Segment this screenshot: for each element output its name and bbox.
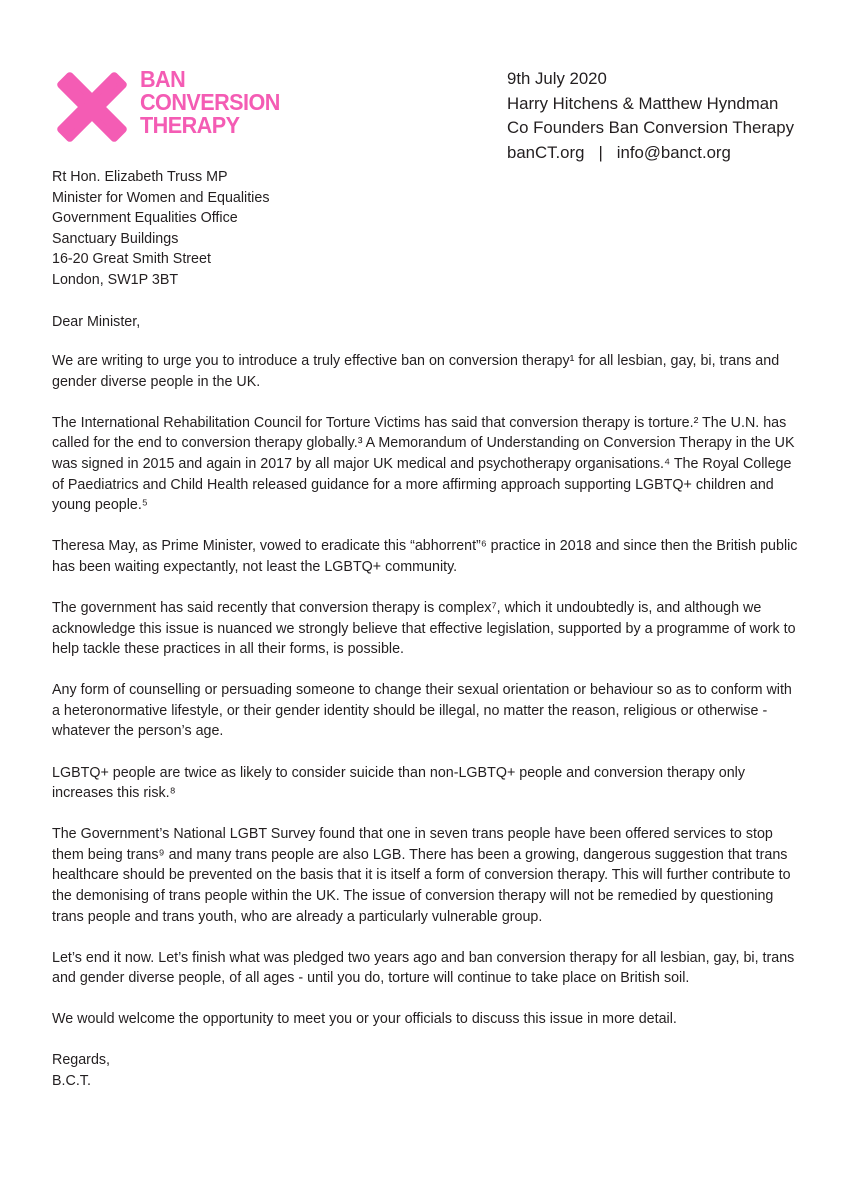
body-paragraph: The Government’s National LGBT Survey found that one in seven trans people have been offered services to stop them being trans⁹ and many trans people are also LGB. There has been a growing, dangerous suggestion that trans healthcare should be prevented on the basis that it is itself a form of conversion therapy. This will further contribute to the demonising of trans people within the UK. The issue of conversion therapy will not be remedied by questioning trans people and trans youth, who are already a particularly vulnerable group.	[52, 826, 791, 925]
sender-role: Co Founders Ban Conversion Therapy	[507, 118, 794, 137]
ban-conversion-therapy-logo	[55, 68, 295, 144]
sender-names: Harry Hitchens & Matthew Hyndman	[507, 93, 779, 113]
logo-line-3: THERAPY	[140, 112, 240, 138]
recipient-line: London, SW1P 3BT	[52, 271, 179, 288]
salutation: Dear Minister,	[52, 314, 141, 330]
sender-website-link[interactable]: banCT.org	[507, 142, 585, 162]
body-paragraph: The International Rehabilitation Council for Torture Victims has said that conversion therapy is torture.² The U.N. has called for the end to conversion therapy globally.³ A Memorandum of Understanding on Conversion Therapy in the UK was signed in 2015 and again in 2017 by all major UK medical and psychotherapy organisations.⁴ The Royal College of Paediatrics and Child Health released guidance for a more affirming approach supporting LGBTQ+ children and young people.⁵	[52, 414, 795, 514]
sender-email-link[interactable]: info@banct.org	[616, 142, 731, 162]
logo-wordmark	[140, 68, 280, 137]
contact-separator: |	[598, 142, 603, 162]
body-paragraph: We are writing to urge you to introduce a truly effective ban on conversion therapy¹ for all lesbian, gay, bi, trans and gender diverse people in the UK.	[52, 353, 780, 390]
body-paragraph: Let’s end it now. Let’s finish what was pledged two years ago and ban conversion therapy for all lesbian, gay, bi, trans and gender diverse people, of all ages - until you do, torture will continue to take place on British soil.	[52, 949, 795, 987]
recipient-line: Minister for Women and Equalities	[52, 189, 270, 206]
body-paragraph: Any form of counselling or persuading someone to change their sexual orientation or behaviour so as to conform with a heteronormative lifestyle, or their gender identity should be illegal, no matter the reason, religious or otherwise - whatever the person’s age.	[52, 682, 792, 740]
letter-body	[52, 312, 802, 1092]
recipient-address	[52, 167, 269, 290]
body-paragraph: We would welcome the opportunity to meet you or your officials to discuss this issue in more detail.	[52, 1011, 677, 1028]
logo-line-1: BAN	[140, 66, 186, 92]
logo-line-2: CONVERSION	[140, 89, 280, 115]
signature: B.C.T.	[52, 1073, 91, 1090]
letter-date: 9th July 2020	[507, 69, 607, 88]
recipient-line: Sanctuary Buildings	[52, 230, 179, 247]
body-paragraph: The government has said recently that conversion therapy is complex⁷, which it undoubtedly is, and although we acknowledge this issue is nuanced we strongly believe that effective legislation, supported by a programme of work to help tackle these practices in all their forms, is possible.	[52, 599, 796, 658]
sender-contact	[507, 141, 794, 166]
recipient-line: Rt Hon. Elizabeth Truss MP	[52, 169, 228, 185]
body-paragraph: Theresa May, as Prime Minister, vowed to eradicate this “abhorrent”⁶ practice in 2018 and since then the British public has been waiting expectantly, not least the LGBTQ+ community.	[52, 538, 798, 575]
closing: Regards,	[52, 1052, 111, 1069]
recipient-line: Government Equalities Office	[52, 210, 238, 226]
recipient-line: 16-20 Great Smith Street	[52, 251, 211, 267]
body-paragraph: LGBTQ+ people are twice as likely to consider suicide than non-LGBTQ+ people and conversion therapy only increases this risk.⁸	[52, 764, 745, 802]
cross-logo-icon	[55, 70, 129, 144]
sender-block	[507, 67, 794, 165]
sign-off	[52, 1050, 802, 1091]
